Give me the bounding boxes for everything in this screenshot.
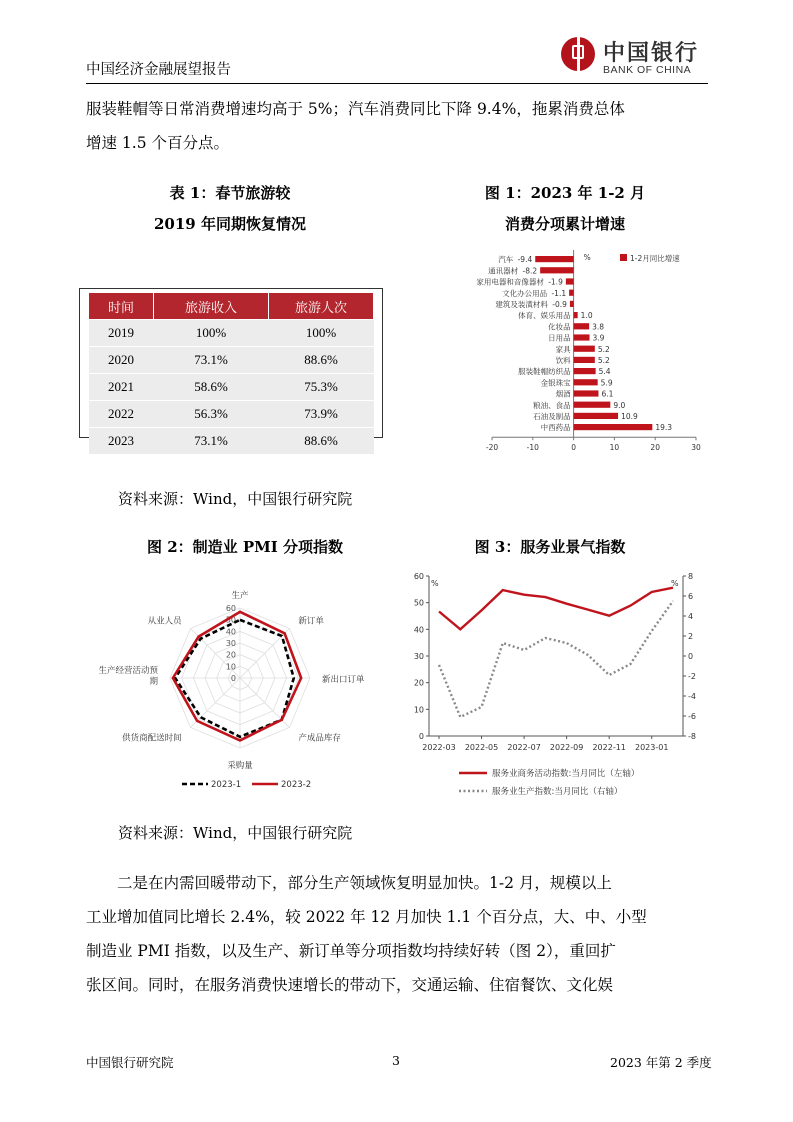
chart3-service-line	[395, 564, 715, 808]
chart2-r-tick-label: 30	[225, 639, 236, 648]
chart3-right-tick-label: 0	[688, 652, 694, 661]
table1-header-cell: 旅游人次	[269, 293, 374, 320]
table1-cell: 88.6%	[269, 428, 374, 455]
chart1-x-tick-label: -10	[526, 443, 539, 453]
chart1-bar	[574, 357, 595, 363]
source-note-2: 资料来源：Wind，中国银行研究院	[118, 824, 353, 842]
chart3-right-tick-label: 8	[688, 572, 694, 581]
chart1-category-label: 家用电器和音像器材	[476, 277, 544, 287]
header-divider	[86, 83, 708, 84]
table1-row	[89, 401, 374, 428]
intro-line-1: 服装鞋帽等日常消费增速均高于 5%；汽车消费同比下降 9.4%，拖累消费总体	[86, 100, 625, 118]
chart3-legend-label: 服务业商务活动指数:当月同比（左轴）	[492, 769, 640, 779]
chart2-axis-label: 新出口订单	[322, 675, 365, 685]
chart1-category-label: 金银珠宝	[540, 378, 571, 388]
chart3-x-tick-label: 2022-03	[422, 743, 456, 752]
chart1-bar	[574, 402, 611, 408]
table1-caption-1: 表 1：春节旅游较	[169, 184, 291, 202]
chart1-value-label: 6.1	[601, 389, 614, 399]
body-line-4: 张区间。同时，在服务消费快速增长的带动下，交通运输、住宿餐饮、文化娱	[86, 976, 614, 994]
table1-cell: 2022	[89, 401, 154, 428]
chart1-bar	[574, 368, 596, 374]
chart1-category-label: 化妆品	[548, 322, 571, 332]
body-paragraph	[86, 866, 708, 1002]
chart1-category-label: 石油及制品	[533, 412, 571, 421]
chart3-right-tick-label: 6	[688, 592, 694, 601]
chart2-r-tick-label: 40	[225, 627, 236, 637]
chart1-bar	[574, 312, 578, 318]
chart3-right-tick-label: -4	[688, 692, 696, 701]
chart1-unit-label: %	[583, 253, 591, 262]
chart3-x-tick-label: 2022-11	[592, 743, 626, 752]
body-line-1: 二是在内需回暖带动下，部分生产领域恢复明显加快。1-2 月，规模以上	[117, 874, 612, 892]
chart1-bar	[574, 413, 618, 419]
chart3-legend-label: 服务业生产指数:当月同比（右轴）	[492, 787, 623, 797]
chart1-x-tick-label: -20	[485, 443, 499, 453]
chart1-bar	[574, 379, 598, 385]
chart2-axis-label: 新订单	[298, 616, 324, 627]
chart1-category-label: 文化办公用品	[502, 288, 548, 298]
chart2-axis-label: 供货商配送时间	[122, 733, 182, 744]
chart1-value-label: -0.9	[552, 300, 567, 309]
intro-line-2: 增速 1.5 个百分点。	[86, 134, 230, 152]
chart1-value-label: -8.2	[522, 266, 538, 276]
chart3-unit-left: %	[431, 579, 439, 588]
body-line-3: 制造业 PMI 指数，以及生产、新订单等分项指数均持续好转（图 2），重回扩	[86, 942, 616, 960]
bank-logo-en: BANK OF CHINA	[603, 64, 692, 76]
chart3-left-tick-label: 20	[413, 678, 424, 688]
table1-row	[89, 347, 374, 374]
chart1-bar	[574, 334, 590, 340]
chart1-value-label: 5.4	[598, 367, 611, 377]
footer-page-number: 3	[392, 1053, 400, 1068]
chart1-category-label: 家具	[555, 344, 571, 354]
chart1-legend-swatch	[620, 254, 627, 261]
chart1-category-label: 饮料	[555, 356, 571, 365]
chart1-category-label: 烟酒	[555, 389, 571, 399]
table1-row	[89, 320, 374, 347]
chart1-x-tick-label: 20	[650, 443, 660, 453]
intro-paragraph	[86, 92, 708, 160]
table1-cell: 2021	[89, 374, 154, 401]
chart2-pmi-radar	[90, 572, 390, 804]
chart3-x-tick-label: 2023-01	[635, 743, 669, 752]
chart1-category-label: 通讯器材	[488, 266, 519, 276]
chart1-value-label: -1.1	[551, 288, 567, 298]
chart1-value-label: 9.0	[613, 400, 626, 410]
table1-row	[89, 374, 374, 401]
chart2-r-tick-label: 10	[225, 662, 236, 672]
chart1-bar	[569, 290, 573, 296]
table1-cell: 58.6%	[154, 374, 269, 401]
chart3-caption: 图 3：服务业景气指数	[474, 538, 626, 556]
table1-cell: 2020	[89, 347, 154, 374]
chart1-bar	[570, 301, 574, 307]
chart3-right-tick-label: -8	[688, 732, 696, 741]
chart1-caption-1: 图 1：2023 年 1-2 月	[484, 184, 646, 202]
chart3-left-tick-label: 40	[413, 625, 424, 635]
bank-logo-stem	[577, 37, 580, 71]
bank-logo-cn: 中国银行	[603, 40, 700, 66]
chart1-value-label: 3.9	[592, 333, 605, 343]
chart3-right-tick-label: 2	[688, 632, 694, 641]
chart1-caption-2: 消费分项累计增速	[504, 215, 625, 233]
chart1-x-tick-label: 10	[609, 443, 620, 453]
footer-right: 2023 年第 2 季度	[610, 1055, 712, 1070]
chart1-bar	[535, 256, 573, 262]
table1-header-cell: 旅游收入	[154, 293, 269, 320]
table1-header-cell: 时间	[89, 293, 154, 320]
chart2-r-tick-label: 50	[225, 615, 236, 625]
chart1-value-label: 5.2	[597, 344, 610, 354]
chart1-category-label: 建筑及装潢材料	[495, 300, 548, 309]
chart2-caption: 图 2：制造业 PMI 分项指数	[146, 538, 343, 556]
chart3-left-tick-label: 0	[418, 732, 424, 741]
chart1-value-label: 5.9	[600, 378, 613, 388]
chart2-legend-label-1: 2023-1	[211, 780, 242, 790]
chart1-value-label: 19.3	[655, 423, 673, 433]
table1-cell: 2023	[89, 428, 154, 455]
chart1-category-label: 粮油、食品	[533, 400, 571, 410]
chart2-axis-label: 生产	[231, 591, 249, 601]
chart1-x-tick-label: 0	[571, 443, 576, 453]
chart2-series-2023-2	[173, 612, 301, 741]
chart2-r-tick-label: 0	[230, 674, 236, 683]
chart1-x-tick-label: 30	[691, 443, 701, 453]
chart2-axis-label: 采购量	[227, 761, 253, 771]
chart1-value-label: -1.9	[548, 277, 563, 287]
chart1-value-label: -9.4	[517, 255, 533, 265]
chart2-legend-label-2: 2023-2	[281, 780, 312, 790]
chart3-left-tick-label: 60	[413, 572, 424, 581]
chart2-axis-label: 生产经营活动预	[98, 666, 158, 676]
chart1-consumption-bar	[392, 244, 712, 466]
chart1-value-label: 5.2	[597, 356, 610, 365]
table1-cell: 100%	[269, 320, 374, 347]
chart1-bar	[566, 278, 574, 284]
table1-cell: 2019	[89, 320, 154, 347]
chart1-value-label: 3.8	[592, 322, 605, 332]
chart1-category-label: 中西药品	[540, 423, 571, 433]
chart3-x-tick-label: 2022-09	[549, 743, 584, 752]
table1-row	[89, 428, 374, 455]
chart1-bar	[574, 346, 595, 352]
chart1-bar	[574, 424, 653, 430]
chart3-left-tick-label: 30	[413, 652, 424, 661]
chart1-bar	[574, 323, 590, 329]
chart3-x-tick-label: 2022-05	[464, 743, 499, 752]
chart1-value-label: 1.0	[580, 311, 593, 321]
chart3-right-tick-label: -6	[688, 712, 696, 721]
chart3-right-tick-label: -2	[688, 672, 696, 681]
chart3-left-tick-label: 10	[413, 705, 424, 715]
chart1-value-label: 10.9	[621, 412, 638, 421]
chart2-axis-label: 期	[149, 677, 158, 687]
chart3-left-tick-label: 50	[413, 598, 424, 608]
chart2-axis-label: 从业人员	[147, 616, 182, 627]
chart1-category-label: 日用品	[548, 333, 571, 343]
table1-cell: 73.1%	[154, 428, 269, 455]
chart1-bar	[540, 267, 573, 273]
chart3-series-left	[439, 588, 673, 630]
chart1-category-label: 体育、娱乐用品	[518, 311, 571, 321]
table1-header-row	[89, 293, 374, 320]
table1-cell: 73.1%	[154, 347, 269, 374]
chart1-category-label: 服装鞋帽纺织品	[518, 367, 571, 377]
chart2-r-tick-label: 60	[225, 604, 236, 613]
chart2-axis-label: 产成品库存	[298, 733, 341, 744]
chart3-right-tick-label: 4	[688, 612, 694, 621]
chart1-bar	[574, 390, 599, 396]
chart1-category-label: 汽车	[498, 255, 514, 265]
footer-left: 中国银行研究院	[86, 1055, 174, 1070]
chart3-unit-right: %	[671, 579, 679, 588]
table1-caption-2: 2019 年同期恢复情况	[154, 215, 306, 233]
table1-cell: 88.6%	[269, 347, 374, 374]
table1	[88, 292, 374, 454]
chart2-r-tick-label: 20	[225, 650, 236, 660]
table1-cell: 75.3%	[269, 374, 374, 401]
table1-cell: 73.9%	[269, 401, 374, 428]
table1-cell: 56.3%	[154, 401, 269, 428]
report-title: 中国经济金融展望报告	[86, 62, 231, 78]
source-note-1: 资料来源：Wind，中国银行研究院	[118, 490, 353, 508]
table1-frame	[79, 288, 383, 448]
body-line-2: 工业增加值同比增长 2.4%，较 2022 年 12 月加快 1.1 个百分点，大、中、小型	[86, 908, 647, 926]
table1-cell: 100%	[154, 320, 269, 347]
chart1-legend-label: 1-2月同比增速	[630, 254, 680, 263]
chart3-x-tick-label: 2022-07	[507, 743, 541, 752]
